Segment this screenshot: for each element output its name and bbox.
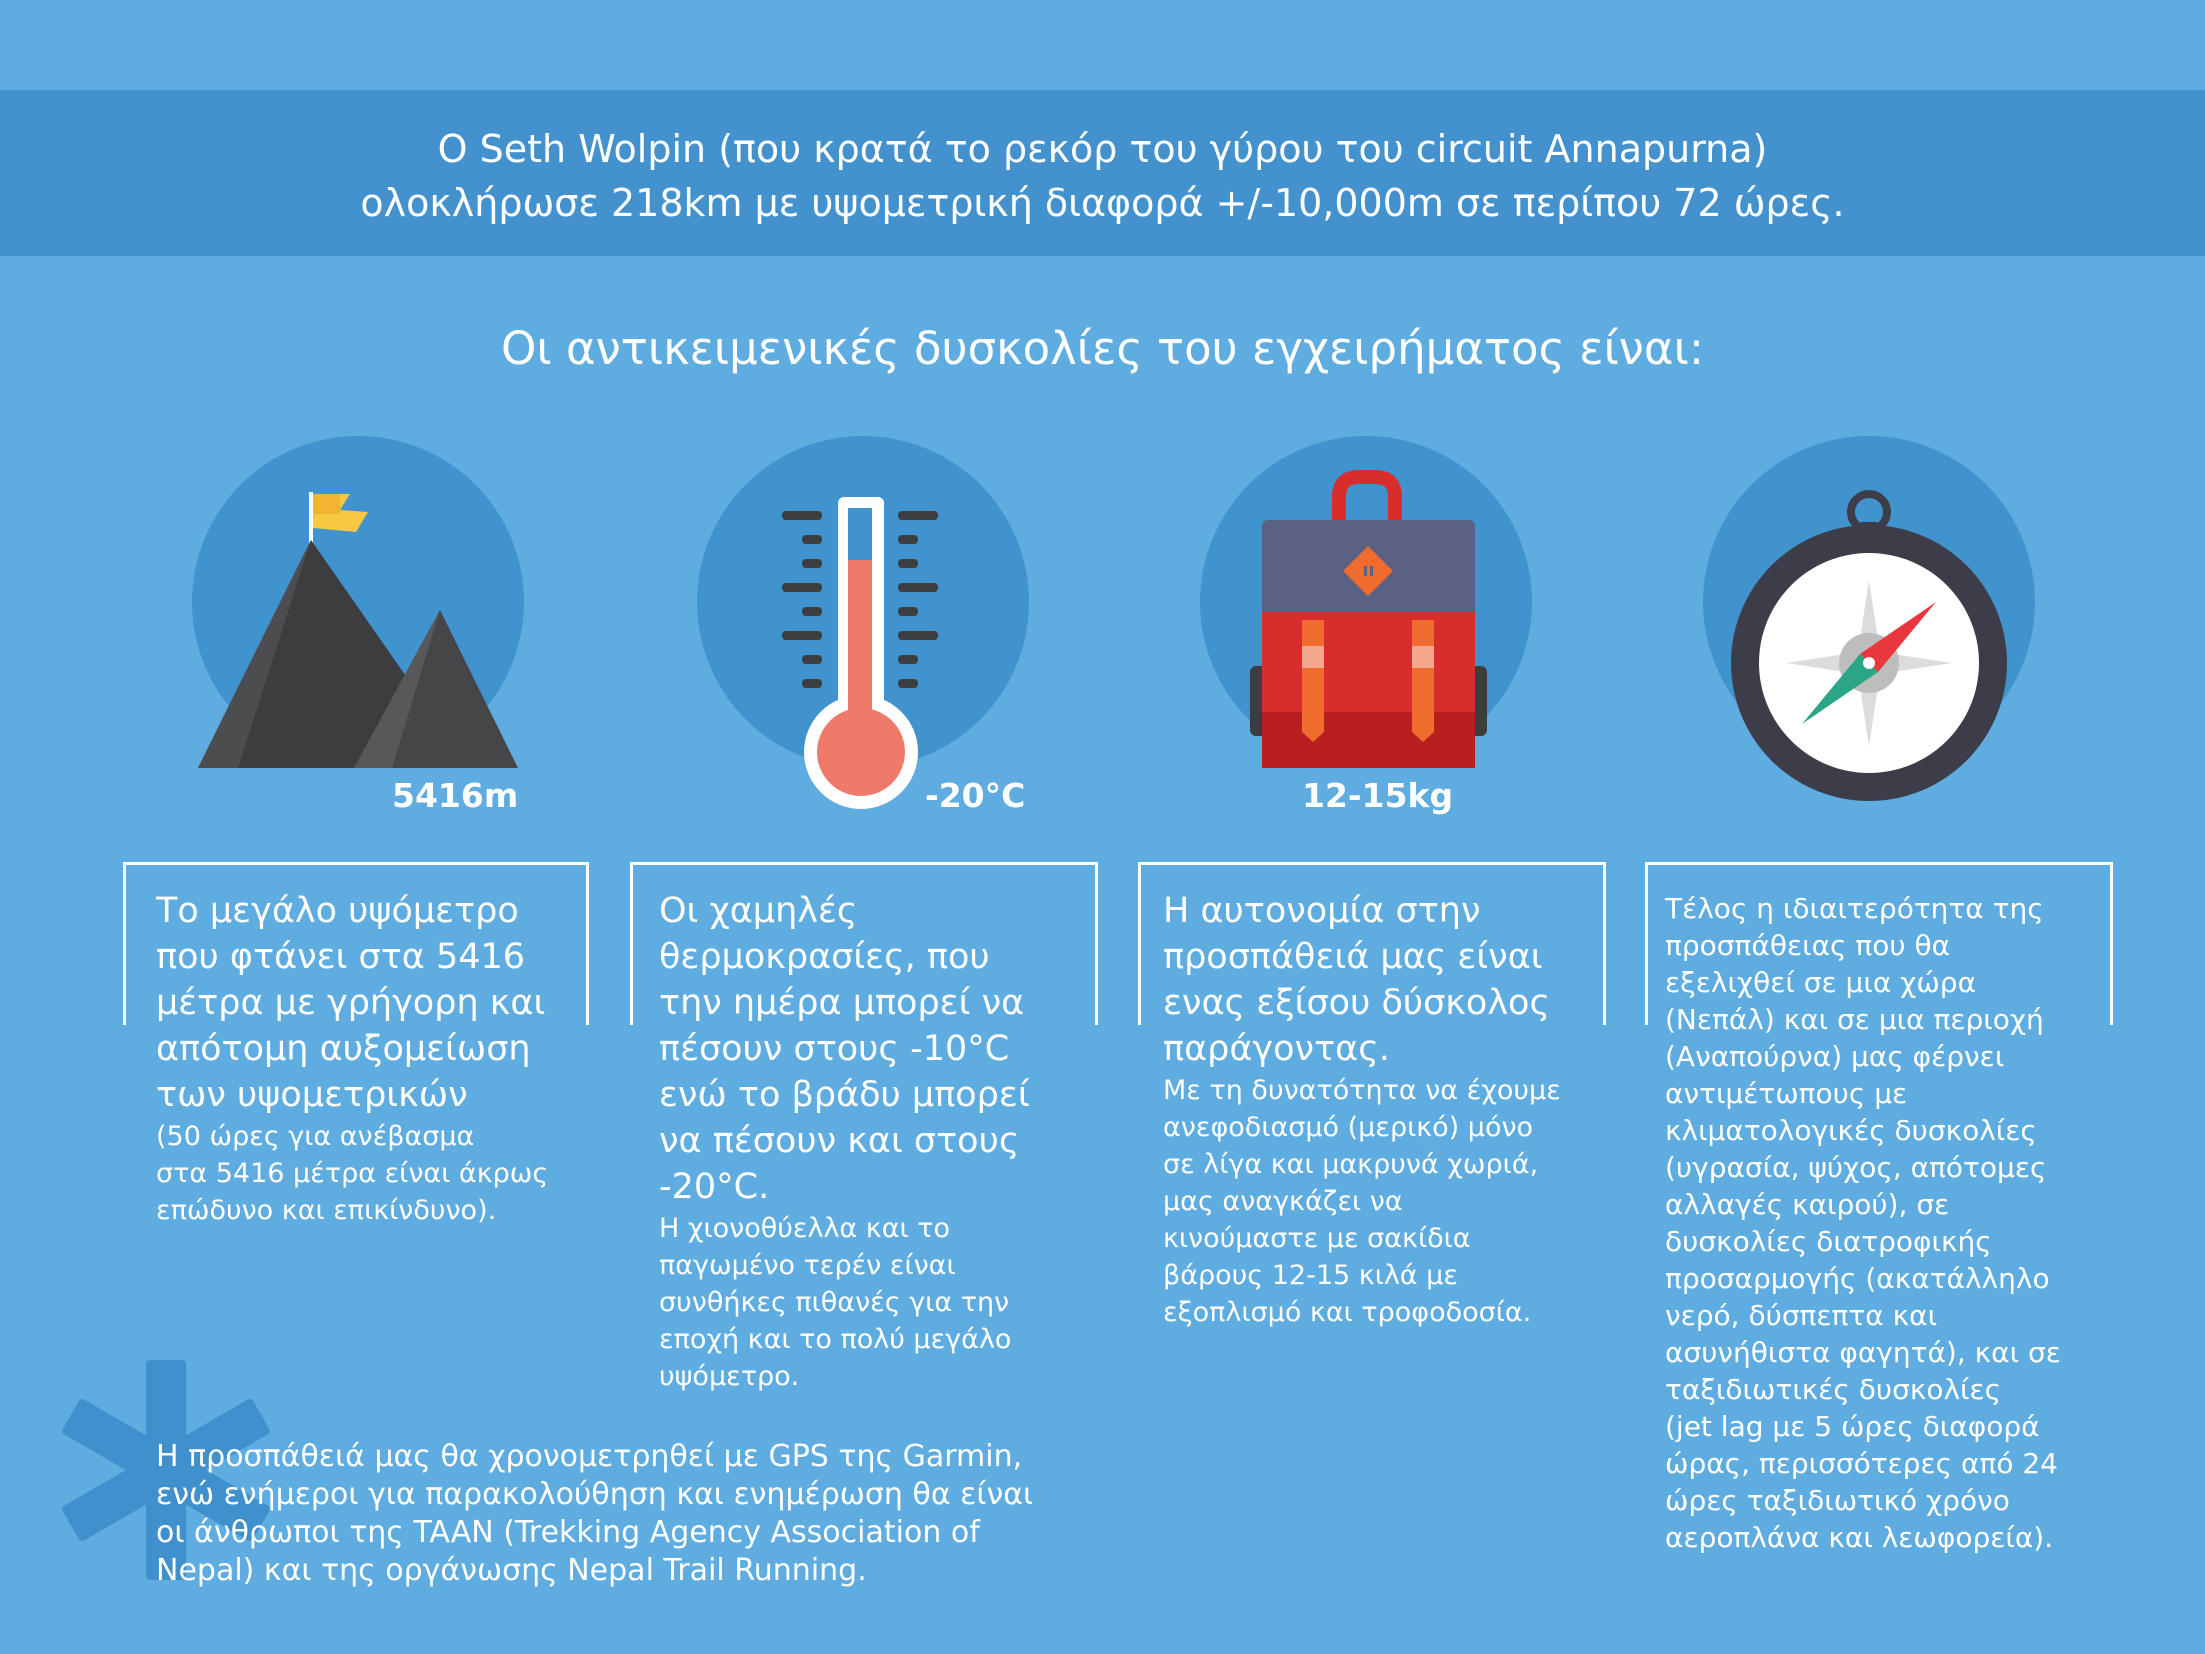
column-3-main bbox=[1163, 888, 1603, 1072]
text-line: Η προσπάθειά μας θα χρονομετρηθεί με GPS της Garmin, bbox=[156, 1439, 1023, 1474]
text-line: παράγοντας. bbox=[1163, 1029, 1390, 1069]
column-temperature bbox=[659, 888, 1099, 1395]
text-line: Με τη δυνατότητα να έχουμε bbox=[1163, 1075, 1561, 1106]
text-line: μας αναγκάζει να bbox=[1163, 1186, 1403, 1217]
compass-icon bbox=[1731, 494, 2007, 801]
text-line: Η αυτονομία στην bbox=[1163, 891, 1481, 931]
banner-line-2: ολοκλήρωσε 218km με υψομετρική διαφορά +/-10,000m σε περίπου 72 ώρες. bbox=[360, 181, 1845, 225]
banner-line-1: Ο Seth Wolpin (που κρατά το ρεκόρ του γύρου του circuit Annapurna) bbox=[437, 127, 1768, 171]
text-line: ενώ το βράδυ μπορεί bbox=[659, 1075, 1030, 1115]
column-2-sub bbox=[659, 1210, 1099, 1395]
text-line: την ημέρα μπορεί να bbox=[659, 983, 1025, 1023]
text-line: αεροπλάνα και λεωφορεία). bbox=[1665, 1521, 2054, 1554]
text-line: μέτρα με γρήγορη και bbox=[156, 983, 546, 1023]
text-line: Το μεγάλο υψόμετρο bbox=[156, 891, 519, 931]
text-line: νερό, δύσπεπτα και bbox=[1665, 1299, 1938, 1332]
column-1-sub bbox=[156, 1118, 586, 1229]
text-line: προσαρμογής (ακατάλληλο bbox=[1665, 1262, 2050, 1295]
text-line: ταξιδιωτικές δυσκολίες bbox=[1665, 1373, 2002, 1406]
column-conditions bbox=[1665, 890, 2115, 1556]
text-line: εξελιχθεί σε μια χώρα bbox=[1665, 966, 1977, 999]
text-line: συνθήκες πιθανές για την bbox=[659, 1287, 1010, 1318]
backpack-icon bbox=[1250, 477, 1487, 768]
text-line: Nepal) και της οργάνωσης Nepal Trail Running. bbox=[156, 1553, 867, 1588]
column-autonomy bbox=[1163, 888, 1603, 1331]
text-line: οι άνθρωποι της TAAN (Trekking Agency Association of bbox=[156, 1515, 980, 1550]
text-line: αντιμέτωπους με bbox=[1665, 1077, 1908, 1110]
text-line: Οι χαμηλές bbox=[659, 891, 858, 931]
mountain-icon bbox=[198, 492, 518, 768]
column-3-sub bbox=[1163, 1072, 1603, 1331]
text-line: ενώ ενήμεροι για παρακολούθηση και ενημέρωση θα είναι bbox=[156, 1477, 1034, 1512]
text-line: κλιματολογικές δυσκολίες bbox=[1665, 1114, 2037, 1147]
text-line: στα 5416 μέτρα είναι άκρως bbox=[156, 1158, 549, 1189]
text-line: εποχή και το πολύ μεγάλο bbox=[659, 1324, 1012, 1355]
text-line: δυσκολίες διατροφικής bbox=[1665, 1225, 1992, 1258]
text-line: να πέσουν και στους bbox=[659, 1121, 1020, 1161]
text-line: (Νεπάλ) και σε μια περιοχή bbox=[1665, 1003, 2044, 1036]
thermometer-icon bbox=[782, 497, 938, 809]
text-line: κινούμαστε με σακίδια bbox=[1163, 1223, 1471, 1254]
text-line: που φτάνει στα 5416 bbox=[156, 937, 526, 977]
text-line: προσπάθειά μας είναι bbox=[1163, 937, 1543, 977]
text-line: των υψομετρικών bbox=[156, 1075, 468, 1115]
text-line: απότομη αυξομείωση bbox=[156, 1029, 531, 1069]
column-altitude bbox=[156, 888, 586, 1229]
text-line: υψόμετρο. bbox=[659, 1361, 800, 1392]
footer-note bbox=[156, 1438, 1116, 1590]
text-line: σε λίγα και μακρυνά χωριά, bbox=[1163, 1149, 1539, 1180]
text-line: αλλαγές καιρού), σε bbox=[1665, 1188, 1950, 1221]
temperature-label: -20°C bbox=[925, 776, 1026, 815]
text-line: ώρες ταξιδιωτικό χρόνο bbox=[1665, 1484, 2010, 1517]
text-line: προσπάθειας που θα bbox=[1665, 929, 1951, 962]
text-line: (υγρασία, ψύχος, απότομες bbox=[1665, 1151, 2047, 1184]
text-line: ανεφοδιασμό (μερικό) μόνο bbox=[1163, 1112, 1534, 1143]
text-line: πέσουν στους -10°C bbox=[659, 1029, 1010, 1069]
text-line: Τέλος η ιδιαιτερότητα της bbox=[1665, 892, 2044, 925]
text-line: ασυνήθιστα φαγητά), και σε bbox=[1665, 1336, 2061, 1369]
text-line: επώδυνο και επικίνδυνο). bbox=[156, 1195, 497, 1226]
text-line: (50 ώρες για ανέβασμα bbox=[156, 1121, 475, 1152]
text-line: (jet lag με 5 ώρες διαφορά bbox=[1665, 1410, 2040, 1443]
text-line: παγωμένο τερέν είναι bbox=[659, 1250, 956, 1281]
text-line: βάρους 12-15 κιλά με bbox=[1163, 1260, 1458, 1291]
text-line: θερμοκρασίες, που bbox=[659, 937, 990, 977]
text-line: ώρας, περισσότερες από 24 bbox=[1665, 1447, 2058, 1480]
text-line: -20°C. bbox=[659, 1167, 770, 1207]
column-2-main bbox=[659, 888, 1099, 1210]
weight-label: 12-15kg bbox=[1302, 776, 1454, 815]
altitude-label: 5416m bbox=[392, 776, 519, 815]
text-line: (Αναπούρνα) μας φέρνει bbox=[1665, 1040, 2005, 1073]
column-1-main bbox=[156, 888, 586, 1118]
text-line: Η χιονοθύελλα και το bbox=[659, 1213, 951, 1244]
text-line: ενας εξίσου δύσκολος bbox=[1163, 983, 1551, 1023]
text-line: εξοπλισμό και τροφοδοσία. bbox=[1163, 1297, 1532, 1328]
section-heading: Οι αντικειμενικές δυσκολίες του εγχειρήματος είναι: bbox=[501, 322, 1704, 375]
